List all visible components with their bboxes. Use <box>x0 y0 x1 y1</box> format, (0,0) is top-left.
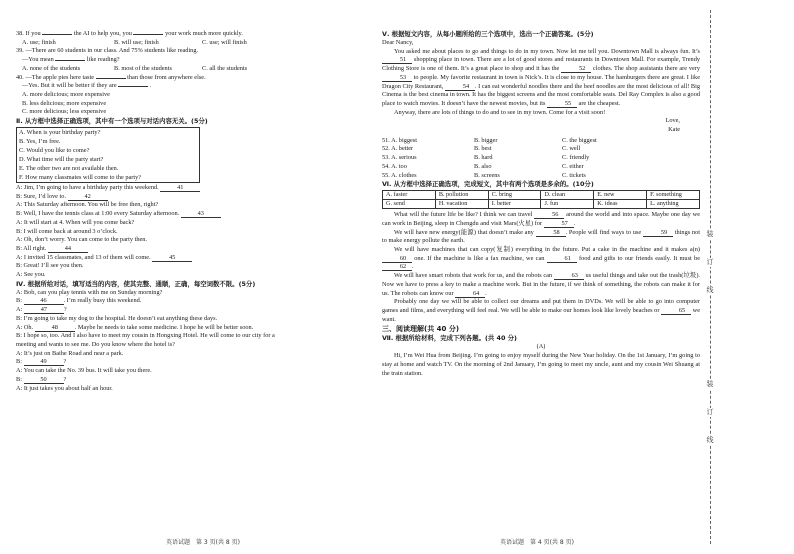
grid-cell: D. clean <box>541 191 594 200</box>
grid-cell: I. better <box>488 200 541 209</box>
grid-cell: G. send <box>383 200 436 209</box>
question-stem <box>16 30 368 39</box>
answer-option[interactable]: B. best <box>474 145 492 153</box>
passage-paragraph <box>382 272 700 298</box>
passage-text: . <box>573 219 576 227</box>
passage-paragraph <box>382 246 700 272</box>
text-run: 40. —The apple pies here taste <box>16 73 94 81</box>
answer-option[interactable]: 54. A. too <box>382 162 407 170</box>
passage-paragraph <box>382 211 700 228</box>
binding-char: 线 <box>703 436 717 445</box>
answer-option[interactable]: 55. A. clothes <box>382 171 417 179</box>
text-run: meeting and wants to see me. Do you know where the hotel is? <box>16 340 175 348</box>
passage-text: around the world and into space. Maybe one day we can work in Beijing, sleep in Chengdu and visit Mars(火星) for <box>382 211 700 227</box>
answer-option[interactable]: B. less delicious; more expensive <box>22 99 107 107</box>
answer-blank[interactable]: 48 <box>35 324 75 332</box>
grid-cell: B. pollution <box>435 191 488 200</box>
dialogue-line <box>16 289 368 298</box>
grid-row <box>383 200 700 209</box>
letter-sign-name: Kate <box>668 126 680 134</box>
dialogue-line <box>16 184 368 193</box>
dialogue-line <box>16 385 368 394</box>
text-run: B: Well, I have the tennis class at 1:00 every Saturday afternoon. <box>16 210 180 218</box>
answer-blank[interactable]: 41 <box>160 184 200 192</box>
binding-char: 装 <box>703 380 717 389</box>
answer-blank[interactable]: 56 <box>534 211 564 219</box>
passage-text: shopping place in town. There are a lot of good stores and restaurants in Downtown Mall. For example, Trendy Clothing Store is one of them. It’s a great place to shop and it has the <box>382 56 700 73</box>
text-run: B: Great! I’ll see you then. <box>16 262 84 270</box>
dialogue-line <box>16 201 368 210</box>
answer-blank[interactable]: 62 <box>382 263 412 271</box>
answer-option[interactable]: B. also <box>474 162 492 170</box>
passage-text: . <box>485 289 487 297</box>
answer-option[interactable]: C. tickets <box>562 171 586 179</box>
binding-char: 装 <box>703 230 717 239</box>
letter-greeting: Dear Nancy, <box>382 39 414 46</box>
text-run: A: See you. <box>16 271 46 279</box>
answer-options <box>382 172 700 181</box>
answer-blank[interactable]: 59 <box>643 229 673 237</box>
passage-text: one. If the machine is like a fax machine, we can <box>412 254 547 262</box>
answer-option[interactable]: B. hard <box>474 154 493 162</box>
option-box <box>16 127 200 183</box>
text-run: A: It will start at 4. When will you come back? <box>16 218 135 226</box>
dialogue-line <box>16 193 368 202</box>
passage-text: to people. My favorite restaurant in town is Nick’s. It is close to my house. The hamburgers there are great. I like Dragon City Restaurant, <box>382 73 700 90</box>
dialogue-line <box>16 228 368 237</box>
answer-blank[interactable]: 46 <box>24 297 64 305</box>
text-run: A: It just takes you about half an hour. <box>16 384 113 392</box>
passage-paragraph <box>382 298 700 324</box>
text-run: A: Jim, I’m going to have a birthday party this weekend. <box>16 184 159 192</box>
text-run: the AI to help you, you <box>73 30 132 37</box>
binding-char: 订 <box>703 408 717 417</box>
answer-option[interactable]: B. bigger <box>474 136 498 144</box>
dialogue-line <box>16 324 368 333</box>
text-run: like reading? <box>86 56 120 64</box>
right-page <box>374 0 704 554</box>
answer-option[interactable]: 53. A. serious <box>382 154 417 162</box>
text-run: your work much more quickly. <box>165 30 243 37</box>
answer-options <box>382 154 700 163</box>
dialogue-line <box>16 219 368 228</box>
answer-option[interactable]: B. will use; finish <box>114 38 159 46</box>
grid-row <box>383 191 700 200</box>
answer-option[interactable]: C. well <box>562 145 581 153</box>
answer-options <box>382 145 700 154</box>
text-run: A: Oh. <box>16 323 34 331</box>
passage-text: We will have smart robots that work for us, and the robots can <box>394 272 554 280</box>
text-run: —Yes. But it will be better if they are <box>22 82 117 90</box>
reading-section-title: 三、阅读理解(共 40 分) <box>382 325 460 334</box>
text-run: B: I’m going to take my dog to the hospital. He doesn’t eat anything these days. <box>16 314 218 322</box>
answer-option[interactable]: B. screens <box>474 171 500 179</box>
fill-blank[interactable] <box>133 34 163 35</box>
answer-option[interactable]: C. either <box>562 162 584 170</box>
answer-option[interactable]: C. friendly <box>562 154 590 162</box>
passage-text: What will the future life be like? I think we can travel <box>394 211 535 219</box>
grid-cell: L. anything <box>647 200 700 209</box>
answer-option[interactable]: 51. A. biggest <box>382 136 417 144</box>
multiple-choice-group <box>16 30 368 117</box>
passage-text: Probably one day we will be able to collect our dreams and put them in DVDs. We will be able to go into computer games and films, and everything will feel real. We will be able to make our homes look like lovely beaches or <box>382 298 700 314</box>
text-run: B: Sure, I’d love to. <box>16 192 67 200</box>
text-run: ? <box>63 375 67 383</box>
answer-blank[interactable]: 55 <box>547 100 577 108</box>
multiple-choice-51-55 <box>382 137 700 181</box>
binding-dashed-line <box>710 10 711 544</box>
section-5-title: Ⅴ. 根据短文内容，从每小题所给的三个选项中，选出一个正确答案。(5分) <box>382 30 594 38</box>
answer-blank[interactable]: 57 <box>544 220 574 228</box>
left-page <box>0 0 372 554</box>
text-run: 38. If you <box>16 30 41 37</box>
grid-cell: E. new <box>594 191 647 200</box>
passage-text: . People will find ways to use <box>565 228 643 236</box>
binding-char: 订 <box>703 258 717 267</box>
answer-blank[interactable]: 51 <box>382 56 412 64</box>
dialogue-1 <box>16 184 368 280</box>
passage-label: (A) <box>536 343 546 351</box>
box-option: D. What time will the party start? <box>19 156 104 164</box>
text-run: than those from anywhere else. <box>127 73 206 81</box>
dialogue-line <box>16 210 368 219</box>
text-run: A: This Saturday afternoon. You will be free then, right? <box>16 201 159 209</box>
passage-text: we want. <box>382 306 700 323</box>
dialogue-line <box>16 332 368 341</box>
grid-cell: A. faster <box>383 191 436 200</box>
answer-option[interactable]: A. more delicious; more expensive <box>22 90 110 98</box>
grid-cell: C. bring <box>488 191 541 200</box>
text-run: . I’m really busy this weekend. <box>63 297 142 305</box>
answer-option[interactable]: C. more delicious; less expensive <box>22 108 107 116</box>
dialogue-line <box>16 236 368 245</box>
text-run: —You mean <box>22 56 54 64</box>
text-run: B: <box>16 297 22 305</box>
answer-blank[interactable]: 53 <box>382 74 412 82</box>
fill-blank[interactable] <box>55 60 85 61</box>
passage-text: are the cheapest. <box>576 99 621 107</box>
answer-option[interactable]: B. most of the students <box>114 64 172 72</box>
passage-paragraph <box>382 229 700 246</box>
box-option: F. How many classmates will come to the party? <box>19 174 142 182</box>
passage-text: things not to make energy pollute the earth. <box>382 228 701 245</box>
answer-options <box>16 65 368 74</box>
text-run: A: <box>16 306 23 314</box>
section-6-title: Ⅵ. 从方框中选择正确选项，完成短文，其中有两个选项是多余的。(10分) <box>382 180 594 189</box>
answer-blank[interactable]: 58 <box>536 229 566 237</box>
fill-blank[interactable] <box>118 86 148 87</box>
passage-1 <box>382 48 700 109</box>
question-stem <box>16 47 368 56</box>
answer-option[interactable]: A. none of the students <box>22 64 81 72</box>
dialogue-line <box>16 254 368 263</box>
dialogue-line <box>16 341 368 350</box>
passage-text: clothes. The shop assistants there are very <box>591 65 701 73</box>
box-option: B. Yes, I’m free. <box>19 138 61 146</box>
answer-blank[interactable]: 65 <box>661 307 691 315</box>
dialogue-line <box>16 367 368 376</box>
text-run: A: I invited 15 classmates, and 13 of them will come. <box>16 253 151 261</box>
question-stem-line2 <box>16 56 368 65</box>
answer-blank[interactable]: 63 <box>554 272 584 280</box>
grid-cell: F. something <box>647 191 700 200</box>
text-run: 39. —There are 60 students in our class. And 75% students like reading. <box>16 47 199 55</box>
text-run: . Maybe he needs to take some medicine. I hope he will be better soon. <box>74 323 254 331</box>
box-option: A. When is your birthday party? <box>19 129 101 137</box>
binding-char: 线 <box>703 286 717 295</box>
answer-option[interactable]: C. use; will finish <box>202 38 247 46</box>
dialogue-line <box>16 271 368 280</box>
text-run: A: It’s just on Baihe Road and near a park. <box>16 349 124 357</box>
answer-blank[interactable]: 50 <box>24 376 64 384</box>
text-run: B: All right. <box>16 244 47 252</box>
grid-cell: J. fun <box>541 200 594 209</box>
dialogue-line <box>16 350 368 359</box>
answer-option[interactable]: A. use; finish <box>22 38 56 46</box>
dialogue-line <box>16 315 368 324</box>
text-run: . <box>149 82 152 90</box>
passage-3: Hi, I’m Wei Hua from Beijing. I’m going to enjoy myself during the New Year holiday. On the 1st January, I’m going to stay at home and watch TV. On the morning of 2nd January, I’m going to meet my uncle, aunt and my cousin Wei Shuang at the train station. <box>382 352 700 377</box>
text-run: B: I will come back at around 3 o’clock. <box>16 227 118 235</box>
answer-option[interactable]: C. the biggest <box>562 136 597 144</box>
passage-text: We will have new energy(能源) that doesn’t make any <box>394 228 536 236</box>
answer-blank[interactable]: 45 <box>152 254 192 262</box>
answer-blank[interactable]: 43 <box>181 210 221 218</box>
answer-blank[interactable]: 49 <box>24 358 64 366</box>
text-run: A: You can take the No. 39 bus. It will take you there. <box>16 367 152 375</box>
answer-blank[interactable]: 44 <box>48 245 88 253</box>
dialogue-line <box>16 297 368 306</box>
question-stem-line2 <box>16 82 368 91</box>
passage-text: food and gifts to our friends easily. It must be <box>576 254 700 262</box>
passage-text: us useful things and take out the trash(垃圾). Now we have to press a key to make a machine work. But in the future, if we think of something, the robots can make it for us. The robots can know our <box>382 272 700 297</box>
text-run: B: <box>16 358 22 366</box>
grid-cell: H. vacation <box>435 200 488 209</box>
answer-options <box>382 163 700 172</box>
dialogue-line <box>16 245 368 254</box>
section-7-title: Ⅶ. 根据所给材料，完成下列各题。(共 40 分) <box>382 334 517 343</box>
section-3-title: Ⅳ. 根据所给对话，填写适当的内容，使其完整、通顺，正确，每空词数不限。(5分) <box>16 279 256 288</box>
dialogue-line <box>16 358 368 367</box>
letter-sign-love: Love, <box>665 117 680 125</box>
answer-blank[interactable]: 64 <box>455 290 485 298</box>
text-run: ? <box>63 358 67 366</box>
box-option: C. Would you like to come? <box>19 147 90 155</box>
fill-blank[interactable] <box>42 34 72 35</box>
passage-2 <box>382 211 700 324</box>
text-run: B: I hope so, too. And I also have to meet my cousin in Hongxing Hotel. He will come to our city for a <box>16 332 275 340</box>
question-stem <box>16 74 368 83</box>
dialogue-line <box>16 376 368 385</box>
answer-blank[interactable]: 52 <box>561 65 591 73</box>
answer-blank[interactable]: 42 <box>68 193 108 201</box>
text-run: B: <box>16 375 22 383</box>
grid-cell: K. ideas <box>594 200 647 209</box>
answer-option[interactable]: C. all the students <box>202 64 248 72</box>
passage-text: . I can eat wonderful noodles there and the beef noodles are the most delicious of all! Big Cinema is the best cinema in town. It has the biggest screens and the most comfortable seats. Del Ray Complex is also a good place to watch movies. It doesn’t have the newest movies, but its <box>382 82 700 107</box>
answer-blank[interactable]: 47 <box>24 306 64 314</box>
section-2-title: Ⅱ. 从方框中选择正确选项，其中有一个选项与对话内容无关。(5分) <box>16 117 208 126</box>
answer-blank[interactable]: 54 <box>445 83 475 91</box>
answer-option[interactable]: 52. A. better <box>382 145 414 153</box>
text-run: ? <box>63 306 67 314</box>
passage-1-closing: Anyway, there are lots of things to do and to see in my town. Come for a visit soon! <box>394 108 606 116</box>
answer-options <box>16 39 368 48</box>
answer-options <box>382 137 700 146</box>
dialogue-line <box>16 306 368 315</box>
passage-text: . <box>412 263 414 271</box>
answer-blank[interactable]: 61 <box>547 255 577 263</box>
text-run: A: Oh, don’t worry. You can come to the party then. <box>16 236 147 244</box>
passage-text: We will have machines that can copy(复制) everything in the future. Put a cake in the machine and it makes a(n) <box>394 246 700 254</box>
passage-text: You asked me about places to go and things to do in my town. Now let me tell you. Downtown Mall is always fun. It’s <box>394 47 700 55</box>
answer-blank[interactable]: 60 <box>382 255 412 263</box>
box-option: E. The other two are not available then. <box>19 165 119 173</box>
dialogue-2 <box>16 289 368 393</box>
word-option-grid <box>382 190 700 209</box>
text-run: A: Bob, can you play tennis with me on Sunday morning? <box>16 288 163 296</box>
dialogue-line <box>16 262 368 271</box>
fill-blank[interactable] <box>96 78 126 79</box>
footer-page-4: 英语试题 第 4 页(共 8 页) <box>500 539 574 546</box>
footer-page-3: 英语试题 第 3 页(共 8 页) <box>166 539 240 546</box>
